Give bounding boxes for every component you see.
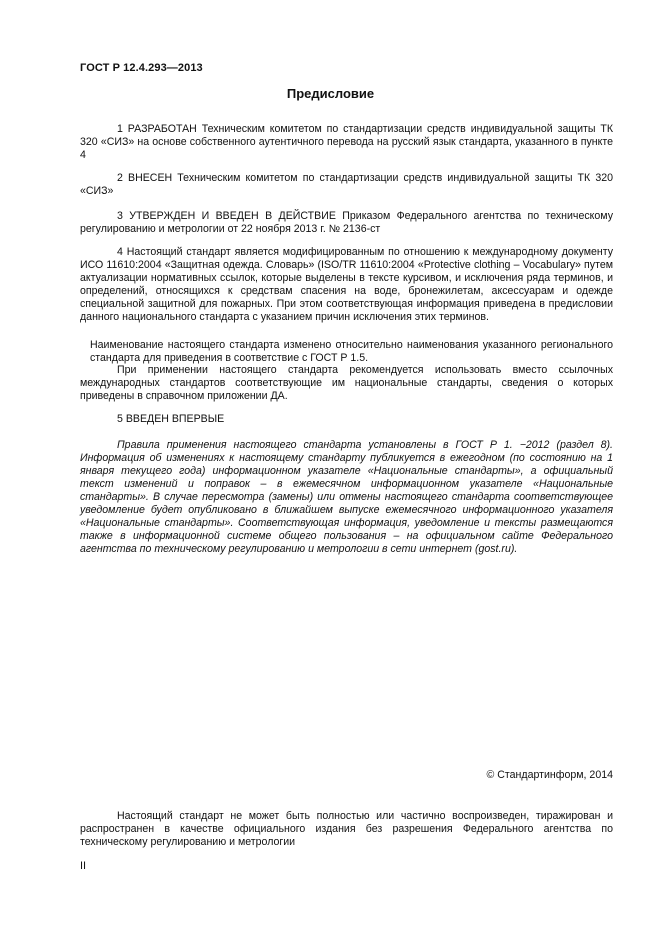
page-number: II xyxy=(80,860,87,872)
copyright-line: © Стандартинформ, 2014 xyxy=(486,769,613,781)
reproduction-notice: Настоящий стандарт не может быть полностью или частично воспроизведен, тиражирован и распространен в качестве официального издания без разрешения Федерального агентства по техническому регулированию и метрологии xyxy=(80,810,613,848)
preface-item-3: 3 УТВЕРЖДЕН И ВВЕДЕН В ДЕЙСТВИЕ Приказом Федерального агентства по техническому регулированию и метрологии от 22 ноября 2013 г. № 2136-ст xyxy=(80,210,613,235)
preface-item-4-name-note: Наименование настоящего стандарта изменено относительно наименования указанного регионального стандарта для приведения в соответствие с ГОСТ Р 1.5. xyxy=(90,339,613,364)
preface-title: Предисловие xyxy=(286,86,375,101)
preface-item-5: 5 ВВЕДЕН ВПЕРВЫЕ xyxy=(117,413,225,425)
standard-id: ГОСТ Р 12.4.293—2013 xyxy=(80,62,203,74)
preface-item-1: 1 РАЗРАБОТАН Техническим комитетом по стандартизации средств индивидуальной защиты ТК 320 «СИЗ» на основе собственного аутентичного перевода на русский язык стандарта, указанного в пункте 4 xyxy=(80,123,613,161)
preface-item-2: 2 ВНЕСЕН Техническим комитетом по стандартизации средств индивидуальной защиты ТК 320 «СИЗ» xyxy=(80,172,613,197)
preface-item-4: 4 Настоящий стандарт является модифицированным по отношению к международному документу ИСО 11610:2004 «Защитная одежда. Словарь» (ISO/TR 11610:2004 «Protective clothing – Vocabulary» путем актуализации нормативных ссылок, которые выделены в тексте курсивом, и исключения ряда терминов, и определений, относящихся к средствам спасения на воде, бронежилетам, аксессуарам и одежде специальной защитной для пожарных. При этом соответствующая информация приведена в предисловии данного национального стандарта с указанием причин исключения этих терминов. xyxy=(80,246,613,323)
preface-item-4-references: При применении настоящего стандарта рекомендуется использовать вместо ссылочных международных стандартов соответствующие им национальные стандарты, сведения о которых приведены в справочном приложении ДА. xyxy=(80,364,613,402)
application-rules-note: Правила применения настоящего стандарта установлены в ГОСТ Р 1. −2012 (раздел 8). Информация об изменениях к настоящему стандарту публикуется в ежегодном (по состоянию на 1 января текущего года) информационном указателе «Национальные стандарты», а официальный текст изменений и поправок – в ежемесячном информационном указателе «Национальные стандарты». В случае пересмотра (замены) или отмены настоящего стандарта соответствующее уведомление будет опубликовано в ближайшем выпуске ежемесячного информационного указателя «Национальные стандарты». Соответствующая информация, уведомление и тексты размещаются также в информационной системе общего пользования – на официальном сайте Федерального агентства по техническому регулированию и метрологии в сети интернет (gost.ru). xyxy=(80,439,613,555)
